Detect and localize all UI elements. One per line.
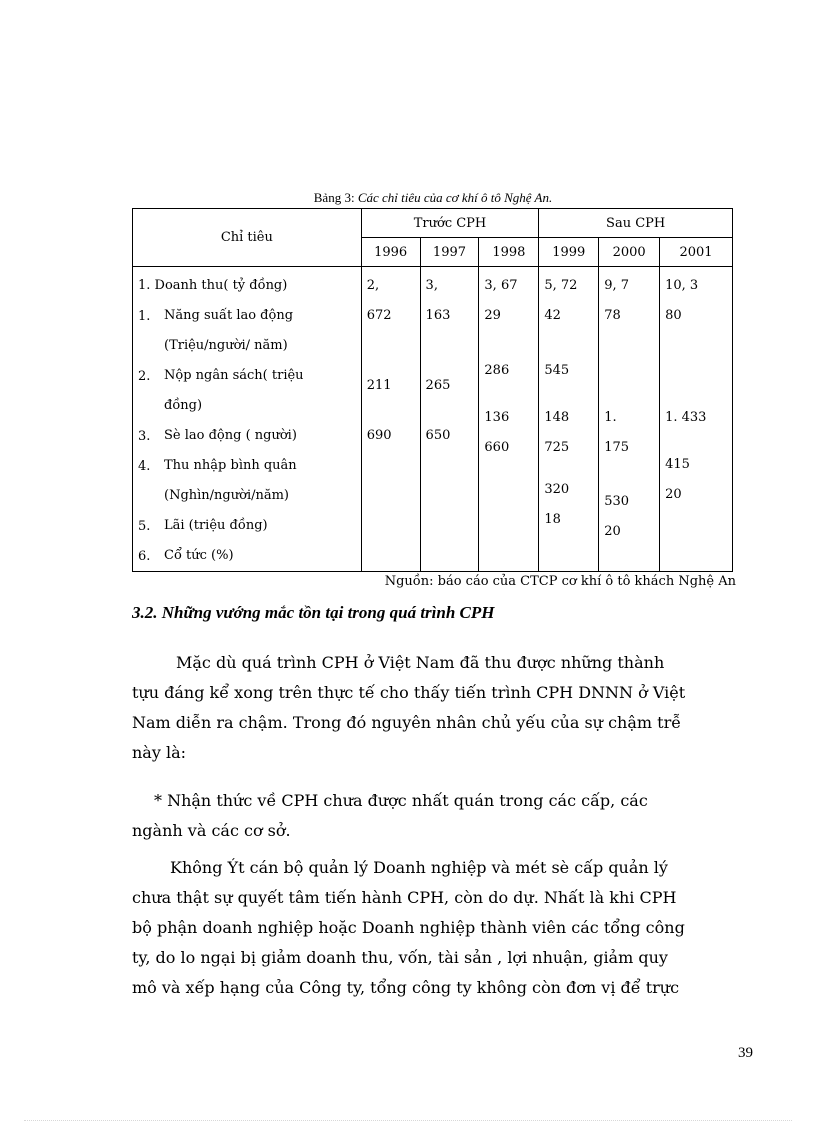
table-cell: 672 [366,308,392,323]
header-after-cph: Sau CPH [539,209,733,238]
indicator-number: 2. [138,369,151,384]
column-2001 [660,267,733,572]
indicator-dividend [138,541,356,571]
header-before-cph: Trước CPH [361,209,539,238]
table-cell: 286 [484,363,510,378]
table-source-note: Nguồn: báo cáo của CTCP cơ khí ô tô khách Nghệ An [384,574,736,589]
year-1996: 1996 [361,238,420,267]
table-cell: 29 [484,308,501,323]
indicator-list [133,267,362,572]
indicator-budget [138,361,356,421]
table-cell: 3, 67 [484,278,518,293]
column-1999 [539,267,599,572]
table-cell: 175 [604,440,630,455]
table-body-row [133,267,733,572]
table-cell: 78 [604,308,621,323]
paragraph-line: Mặc dù quá trình CPH ở Việt Nam đã thu được những thành [176,653,665,672]
year-1998: 1998 [479,238,539,267]
table-cell: 1. 433 [665,410,707,425]
caption-prefix: Bảng 3: [313,190,355,205]
indicator-text: Cổ tức (%) [164,548,234,563]
indicator-text: Sè lao động ( người) [164,428,297,443]
indicator-text: Năng suất lao động [164,308,294,323]
table-cell: 211 [366,378,392,393]
table-cell: 690 [366,428,392,443]
paragraph-1 [132,648,740,768]
table-cell: 10, 3 [665,278,699,293]
table-cell: 530 [604,494,630,509]
table-cell: 20 [604,524,621,539]
table-cell: 545 [544,363,570,378]
table-cell: 18 [544,512,561,527]
indicator-unit: (Nghìn/người/năm) [164,488,290,503]
paragraph-3 [132,853,740,1003]
table-cell: 163 [425,308,451,323]
column-2000 [599,267,660,572]
table-cell: 415 [665,457,690,472]
indicator-number: 4. [138,459,151,474]
paragraph-line: tựu đáng kể xong trên thực tế cho thấy tiến trình CPH DNNN ở Việt [132,683,686,702]
table-cell: 9, 7 [604,278,630,293]
table-cell: 148 [544,410,570,425]
section-heading: 3.2. Những vướng mắc tồn tại trong quá trình CPH [132,603,495,622]
column-1997 [420,267,479,572]
paragraph-line: mô và xếp hạng của Công ty, tổng công ty không còn đơn vị để trực [132,978,680,997]
indicator-profit [138,511,356,541]
table-cell: 20 [665,487,682,502]
indicator-text: Lãi (triệu đồng) [164,518,268,533]
table-cell: 320 [544,482,570,497]
table-cell: 80 [665,308,682,323]
table-caption [133,190,733,206]
table-cell: 42 [544,308,561,323]
table-cell: 1. [604,410,617,425]
page-number: 39 [738,1045,753,1061]
indicator-number: 1. [138,309,151,324]
table-cell: 725 [544,440,570,455]
column-1996 [361,267,420,572]
column-1998 [479,267,539,572]
paragraph-line: chưa thật sự quyết tâm tiến hành CPH, còn do dự. Nhất là khi CPH [132,888,677,907]
table-cell: 265 [425,378,451,393]
table-cell: 5, 72 [544,278,578,293]
year-1999: 1999 [539,238,599,267]
table-cell: 650 [425,428,451,443]
paragraph-line: ngành và các cơ sở. [132,821,291,840]
indicator-text: Nộp ngân sách( triệu [164,368,304,383]
paragraph-line: Nam diễn ra chậm. Trong đó nguyên nhân chủ yếu của sự chậm trễ [132,713,682,732]
indicator-revenue: 1. Doanh thu( tỷ đồng) [138,278,288,293]
paragraph-line: Không Ýt cán bộ quản lý Doanh nghiệp và mét sè cấp quản lý [170,858,668,877]
caption-title: Các chỉ tiêu của cơ khí ô tô Nghệ An. [357,190,553,205]
table-header-row [133,209,733,238]
table-cell: 2, [366,278,380,293]
year-2001: 2001 [660,238,733,267]
paragraph-2 [132,786,740,846]
indicator-number: 6. [138,549,151,564]
paragraph-line: ty, do lo ngại bị giảm doanh thu, vốn, tài sản , lợi nhuận, giảm quy [132,948,668,967]
indicator-number: 5. [138,519,151,534]
indicator-productivity [138,301,356,361]
indicator-labor [138,421,356,451]
table-cell: 136 [484,410,510,425]
year-1997: 1997 [420,238,479,267]
table-cell: 660 [484,440,510,455]
indicator-number: 3. [138,429,151,444]
table-cell: 3, [425,278,438,293]
paragraph-line: này là: [132,743,187,762]
header-indicator: Chỉ tiêu [133,209,362,267]
paragraph-line: bộ phận doanh nghiệp hoặc Doanh nghiệp thành viên các tổng công [132,918,685,937]
indicator-unit: đồng) [164,398,203,413]
paragraph-line: * Nhận thức về CPH chưa được nhất quán trong các cấp, các [154,791,648,810]
indicators-table [132,208,733,572]
indicator-unit: (Triệu/người/ năm) [164,338,288,353]
page-bottom-divider [24,1120,792,1121]
indicator-text: Thu nhập bình quân [164,458,297,473]
year-2000: 2000 [599,238,660,267]
indicator-income [138,451,356,511]
